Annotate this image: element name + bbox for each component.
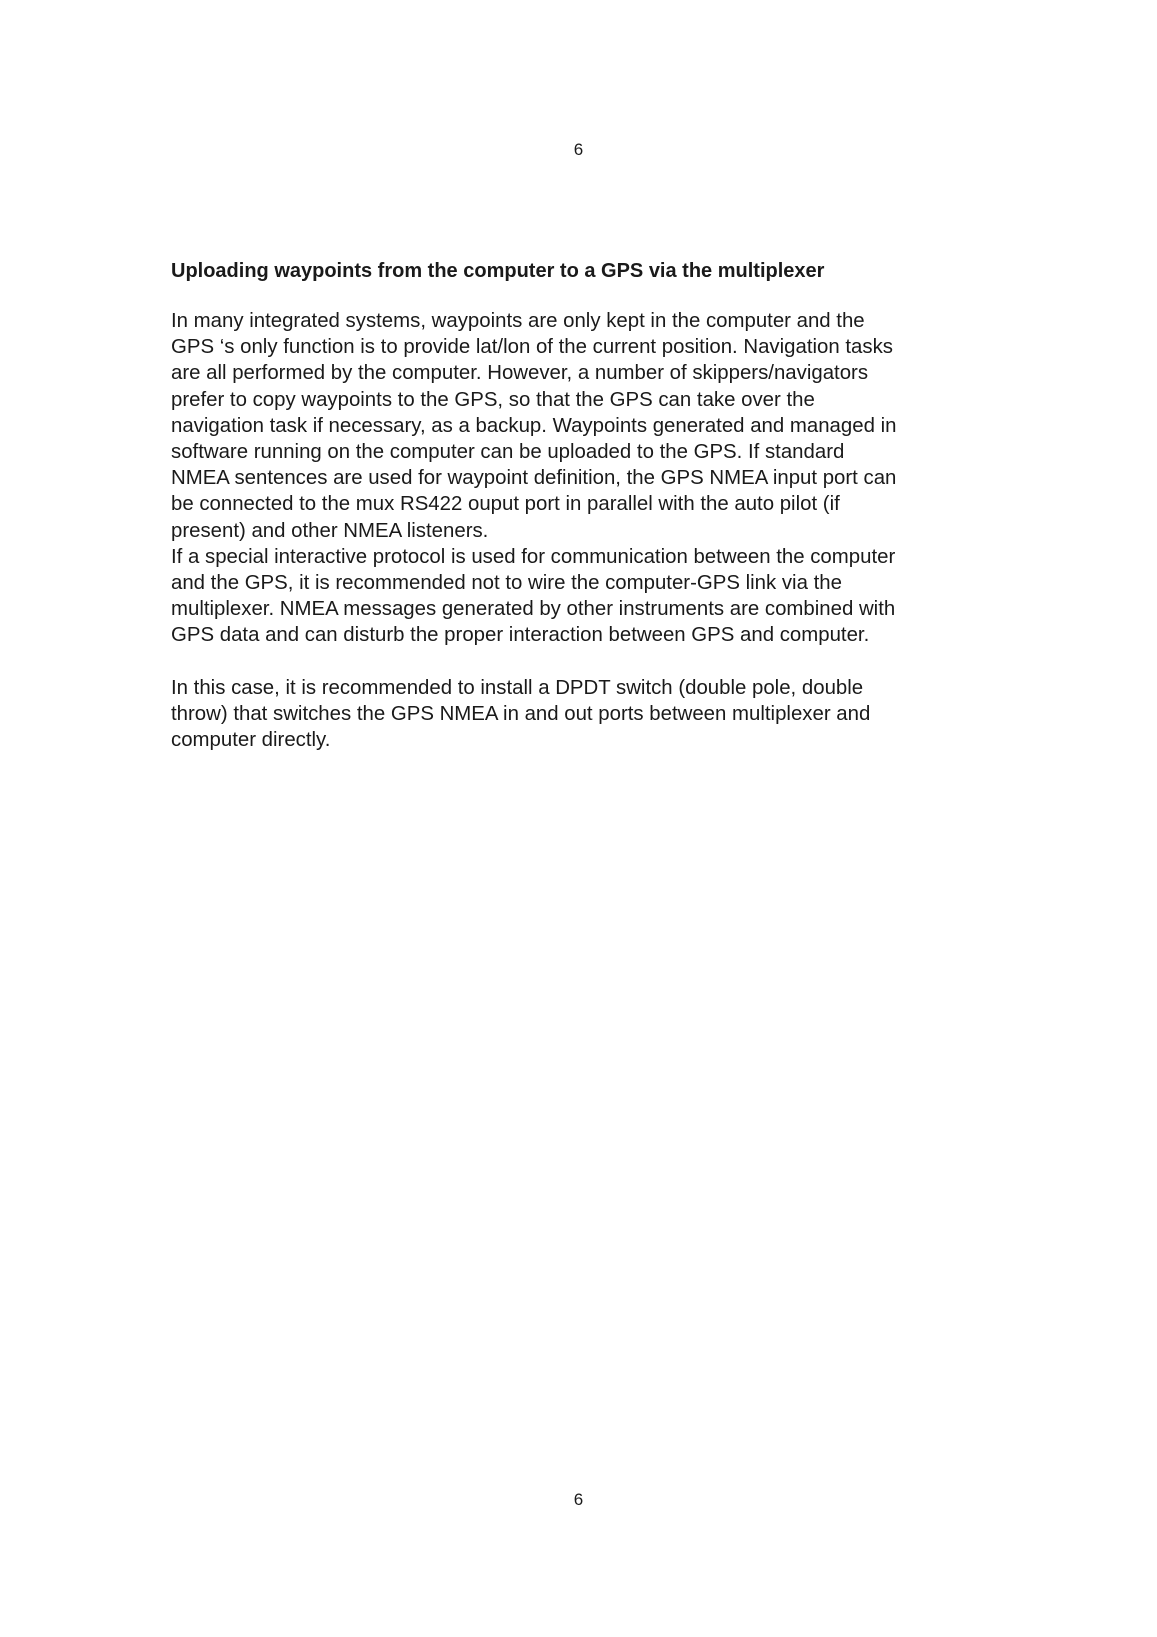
- paragraph-line: NMEA sentences are used for waypoint definition, the GPS NMEA input port can: [171, 467, 897, 490]
- paragraph-line: throw) that switches the GPS NMEA in and out ports between multiplexer and: [171, 702, 871, 725]
- paragraph-line: In many integrated systems, waypoints are only kept in the computer and the: [171, 310, 865, 332]
- paragraph-line: multiplexer. NMEA messages generated by other instruments are combined with: [171, 598, 896, 621]
- paragraph-line: software running on the computer can be uploaded to the GPS. If standard: [171, 441, 845, 464]
- paragraph-line: navigation task if necessary, as a backup. Waypoints generated and managed in: [171, 414, 897, 437]
- paragraph-line: prefer to copy waypoints to the GPS, so that the GPS can take over the: [171, 388, 815, 411]
- paragraph-1: [171, 308, 1001, 544]
- spacer: [171, 649, 1001, 675]
- paragraph-line: In this case, it is recommended to install a DPDT switch (double pole, double: [171, 676, 864, 699]
- paragraph-line: be connected to the mux RS422 ouput port in parallel with the auto pilot (if: [171, 493, 840, 516]
- page-number-bottom: 6: [573, 1490, 584, 1509]
- paragraph-line: GPS ‘s only function is to provide lat/lon of the current position. Navigation tasks: [171, 336, 893, 359]
- paragraph-line: are all performed by the computer. However, a number of skippers/navigators: [171, 362, 869, 385]
- page-number-top: 6: [573, 140, 584, 159]
- paragraph-3: [171, 675, 1001, 754]
- section-heading: Uploading waypoints from the computer to a GPS via the multiplexer: [171, 260, 825, 282]
- paragraph-2: [171, 544, 1001, 649]
- paragraph-line: GPS data and can disturb the proper interaction between GPS and computer.: [171, 624, 870, 647]
- paragraph-line: present) and other NMEA listeners.: [171, 519, 489, 542]
- paragraph-line: If a special interactive protocol is used for communication between the computer: [171, 545, 896, 568]
- paragraph-line: and the GPS, it is recommended not to wire the computer-GPS link via the: [171, 572, 842, 595]
- document-body: [171, 258, 1001, 753]
- spacer: [171, 284, 1001, 308]
- paragraph-line: computer directly.: [171, 729, 331, 752]
